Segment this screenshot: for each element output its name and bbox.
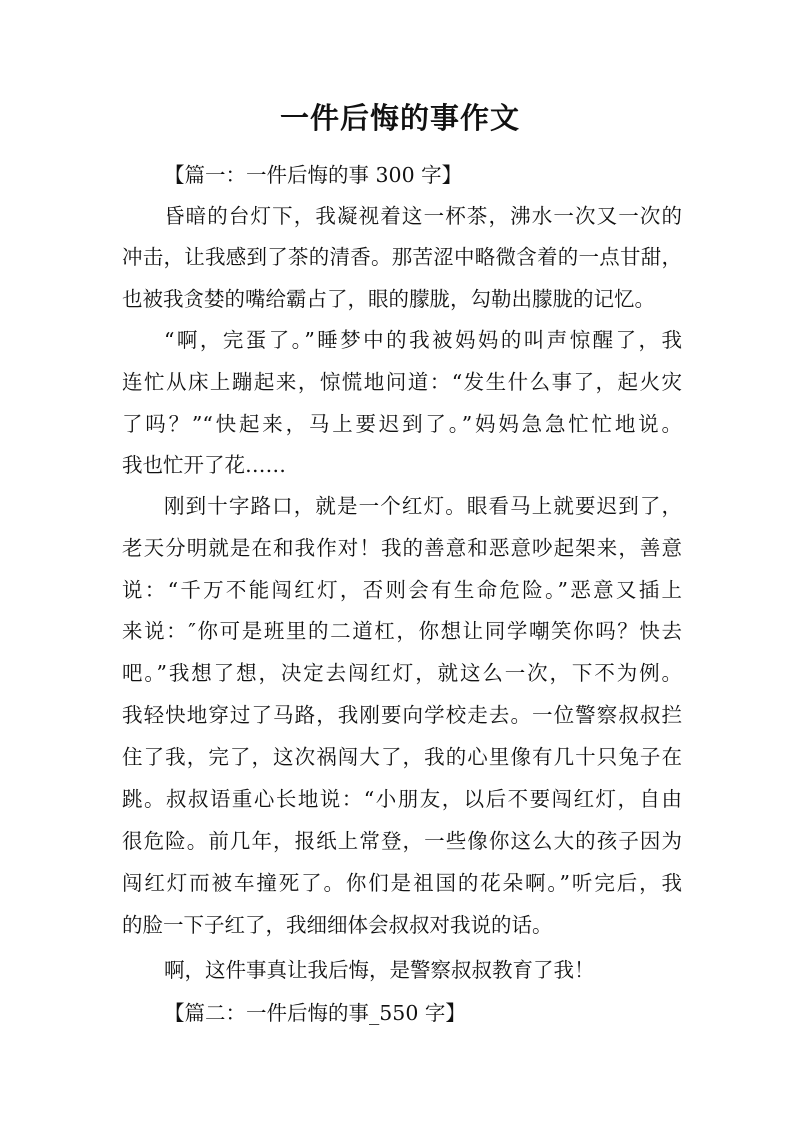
text-line: 住了我，完了，这次祸闯大了，我的心里像有几十只兔子在 [122,745,682,769]
text-line: 也被我贪婪的嘴给霸占了，眼的朦胧，勾勒出朦胧的记忆。 [122,287,655,311]
text-line: 昏暗的台灯下，我凝视着这一杯茶，沸水一次又一次的 [164,204,682,228]
section-heading: 【篇二：一件后悔的事_550 字】 [164,1001,466,1025]
text-line: 啊，这件事真让我后悔，是警察叔叔教育了我！ [164,958,595,982]
text-line: 吧。”我想了想，决定去闯红灯，就这么一次，下不为例。 [122,661,682,685]
text-line: 说：“千万不能闯红灯，否则会有生命危险。”恶意又插上 [122,578,682,602]
text-line: 来说：″你可是班里的二道杠，你想让同学嘲笑你吗？快去 [122,619,682,643]
text-line: 了吗？”“快起来，马上要迟到了。”妈妈急急忙忙地说。 [122,412,682,436]
text-line: 很危险。前几年，报纸上常登，一些像你这么大的孩子因为 [122,829,682,853]
text-line: 冲击，让我感到了茶的清香。那苦涩中略微含着的一点甘甜， [122,245,682,269]
text-line: 连忙从床上蹦起来，惊慌地问道：“发生什么事了，起火灾 [122,370,682,394]
text-line: 刚到十字路口，就是一个红灯。眼看马上就要迟到了， [164,494,682,518]
document-title: 一件后悔的事作文 [279,101,520,135]
text-line: 我也忙开了花…… [122,453,286,477]
section-heading: 【篇一：一件后悔的事 300 字】 [164,163,463,187]
text-line: 的脸一下子红了，我细细体会叔叔对我说的话。 [122,913,553,937]
text-line: 闯红灯而被车撞死了。你们是祖国的花朵啊。”听完后，我 [122,871,682,895]
text-line: “啊，完蛋了。”睡梦中的我被妈妈的叫声惊醒了，我 [164,328,682,352]
text-line: 跳。叔叔语重心长地说：“小朋友，以后不要闯红灯，自由 [122,787,682,811]
text-line: 我轻快地穿过了马路，我刚要向学校走去。一位警察叔叔拦 [122,703,682,727]
text-line: 老天分明就是在和我作对！我的善意和恶意吵起架来，善意 [122,536,682,560]
